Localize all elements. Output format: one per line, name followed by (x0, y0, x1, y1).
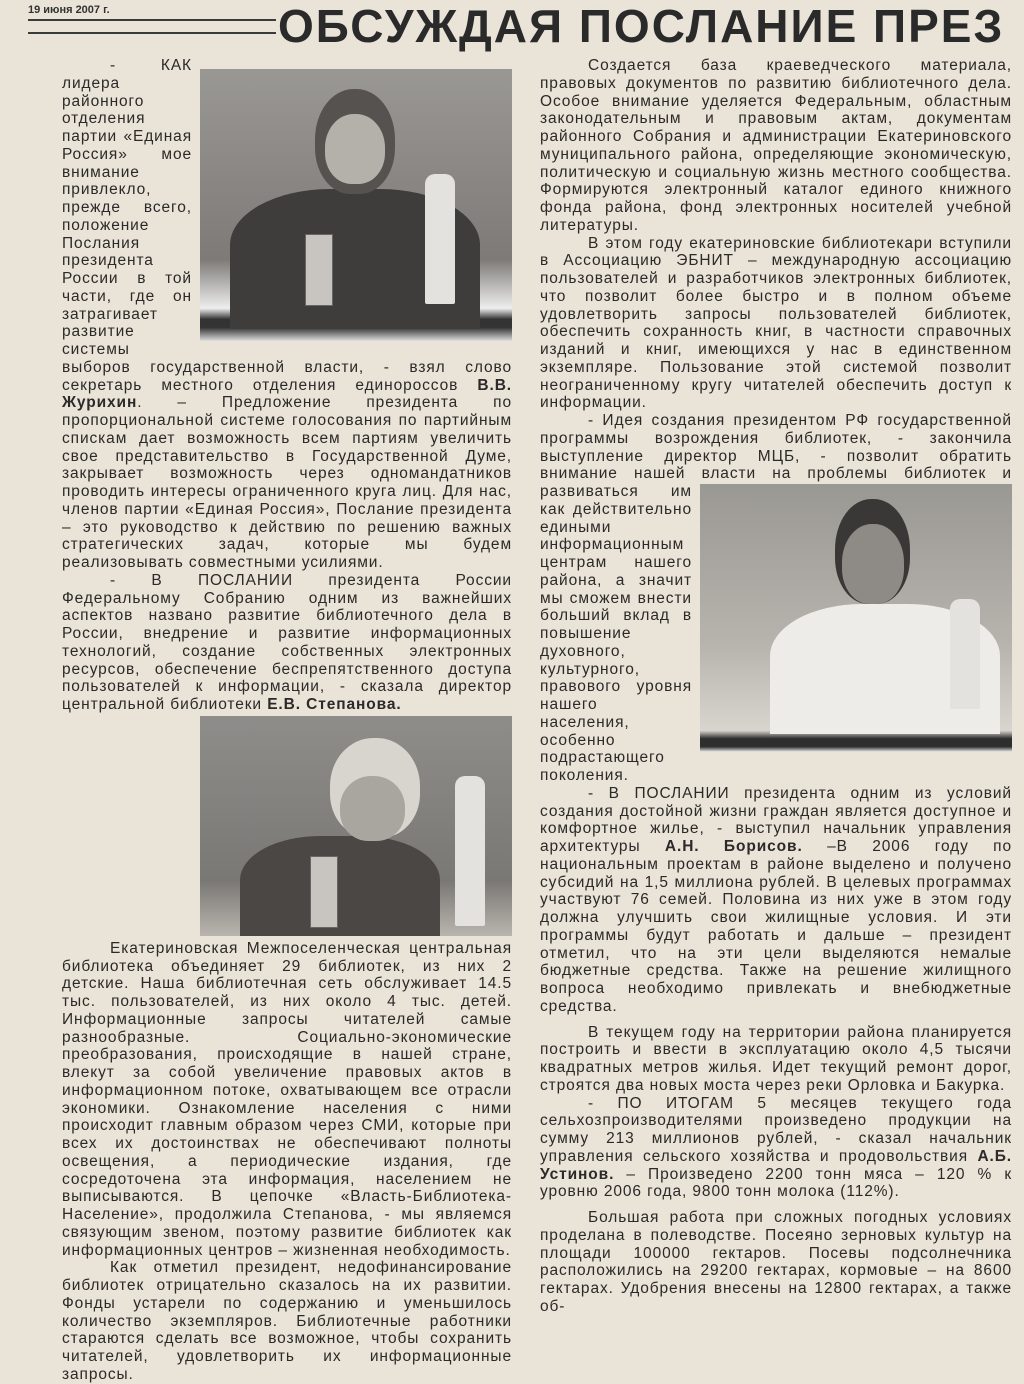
paragraph-funding: Как отметил президент, недофинансирование библиотек отрицательно сказалось на их развитии. Фонды устарели по содержанию и уменьшилось количество экземпляров. Библиотечные работники стараются сделать все возможное, чтобы сохранить читателей, удовлетворить их информационные запросы. (62, 1259, 512, 1383)
speaker-name: А.Н. Борисов. (664, 838, 803, 855)
paragraph-ustinov: - ПО ИТОГАМ 5 месяцев текущего года сельхозпроизводителями произведено продукции на сумму 213 миллионов рублей, - сказал начальник управления сельского хозяйства и продовольствия А.Б. Устинов. – Произведено 2200 тонн мяса – 120 % к уровню 2006 года, 9800 тонн молока (112%). (540, 1094, 1012, 1201)
paragraph-local-history: Создается база краеведческого материала, правовых документов по развитию библиотечного дела. Особое внимание уделяется Федеральным, областным законодательным и правовым актам, документам районного Собрания и администрации Екатериновского муниципального района, определяющие экономическую, политическую и социальную жизнь местного сообщества. Формируются электронный каталог единого книжного фонда района, фонд электронных носителей учебной литературы. (540, 57, 1012, 234)
speaker-name: А.Б. Устинов. (540, 1147, 1012, 1183)
header-rule (28, 19, 276, 21)
photo-speaker-stepanova (200, 716, 512, 936)
left-column (62, 57, 512, 1384)
headline: ОБСУЖДАЯ ПОСЛАНИЕ ПРЕЗ (278, 0, 1005, 52)
paragraph-fieldwork: Большая работа при сложных погодных условиях проделана в полеводстве. Посеяно зерновых культур на площади 100000 гектаров. Посевы подсолнечника расположились на 29200 гектарах, кормовые – на 8600 гектарах. Удобрения внесены на 12800 гектарах, а также об- (540, 1209, 1012, 1315)
paragraph-library: Екатериновская Межпоселенческая центральная библиотека объединяет 29 библиотек, из них 2 детские. Наша библиотечная сеть обслуживает 14.5 тыс. пользователей, из них около 4 тыс. детей. Информационные запросы читателей самые разнообразные. Социально-экономические преобразования, происходящие в нашей стране, влекут за собой увеличение правовых актов в информационном потоке, охватывающем все отрасли экономики. Ознакомление населения с ними происходит главным образом через СМИ, которые при всех их достоинствах не обеспечивают полноты освещения, а периодические издания, где сосредоточена эта информация, населением не выписываются. В цепочке «Власть-Библиотека-Население», продолжила Степанова, - мы являемся связующим звеном, поэтому развитие библиотек как информационных центров – жизненная необходимость. (62, 714, 512, 1260)
paragraph-ebnit: В этом году екатериновские библиотекари вступили в Ассоциацию ЭБНИТ – международную ассоциацию пользователей и разработчиков электронных библиотек, что позволит более быстро и в полном объеме удовлетворить запросы пользователей библиотек, обеспечить сохранность книг, в частности справочных изданий и книг, имеющихся у нас в единственном экземпляре. Пользование этой системой позволит неограниченному кругу читателей обеспечить доступ к информации. (540, 234, 1012, 412)
photo-speaker-director (700, 484, 1012, 752)
header-rule (28, 32, 276, 34)
issue-date: 19 июня 2007 г. (28, 4, 110, 16)
speaker-name: В.В. Журихин (62, 376, 512, 412)
photo-speaker-zhurikhin (200, 69, 512, 341)
paragraph-borisov: - В ПОСЛАНИИ президента одним из условий создания достойной жизни граждан является доступное и комфортное жилье, - выступил начальник управления архитектуры А.Н. Борисов. –В 2006 году по национальным проектам в районе выделено и получено субсидий на 1,5 миллиона рублей. В целевых программах участвуют 76 семей. Половина из них уже в этом году должна улучшить свои жилищные условия. И эти программы будут работать и дальше – президент отметил, что на эти цели выделяются немалые бюджетные средства. Также на решение жилищного вопроса необходимо привлекать и внебюджетные средства. (540, 784, 1012, 1015)
right-column (540, 57, 1012, 1316)
paragraph-stepanova: - В ПОСЛАНИИ президента России Федеральному Собранию одним из важнейших аспектов названо развитие библиотечного дела в России, внедрение и развитие информационных технологий, создание собственных электронных ресурсов, обеспечение беспрепятственного доступа пользователей к информации, - сказала директор центральной библиотеки Е.В. Степанова. (62, 571, 512, 713)
paragraph-zhurikhin: - КАК лидера районного отделения партии «Единая Россия» мое внимание привлекло, прежде всего, положение Послания президента России в той части, где он затрагивает развитие системы выборов государственной власти, - взял слово секретарь местного отделения единороссов В.В. Журихин. – Предложение президента по пропорциональной системе голосования по партийным спискам дает возможность всем партиям увеличить свое представительство в Государственной Думе, закрывает возможность через одномандатников проводить интересы ограниченного круга лиц. Для нас, членов партии «Единая Россия», Послание президента – это руководство к действию по решению важных стратегических задач, которые мы будем реализовывать совместными усилиями. (62, 57, 512, 571)
paragraph-library-program: - Идея создания президентом РФ государственной программы возрождения библиотек, - закончила выступление директор МЦБ, - позволит обратить внимание нашей власти на проблемы библиотек и развиваться им как действительно едиными информационным центрам нашего района, а значит мы сможем внести больший вклад в повышение духовного, культурного, правового уровня нашего населения, особенно подрастающего поколения. (540, 412, 1012, 784)
speaker-name: Е.В. Степанова. (267, 696, 402, 713)
paragraph-housing: В текущем году на территории района планируется построить и ввести в эксплуатацию около 4,5 тысячи квадратных метров жилья. Идет текущий ремонт дорог, строятся два новых моста через реки Орловка и Бакурка. (540, 1023, 1012, 1094)
